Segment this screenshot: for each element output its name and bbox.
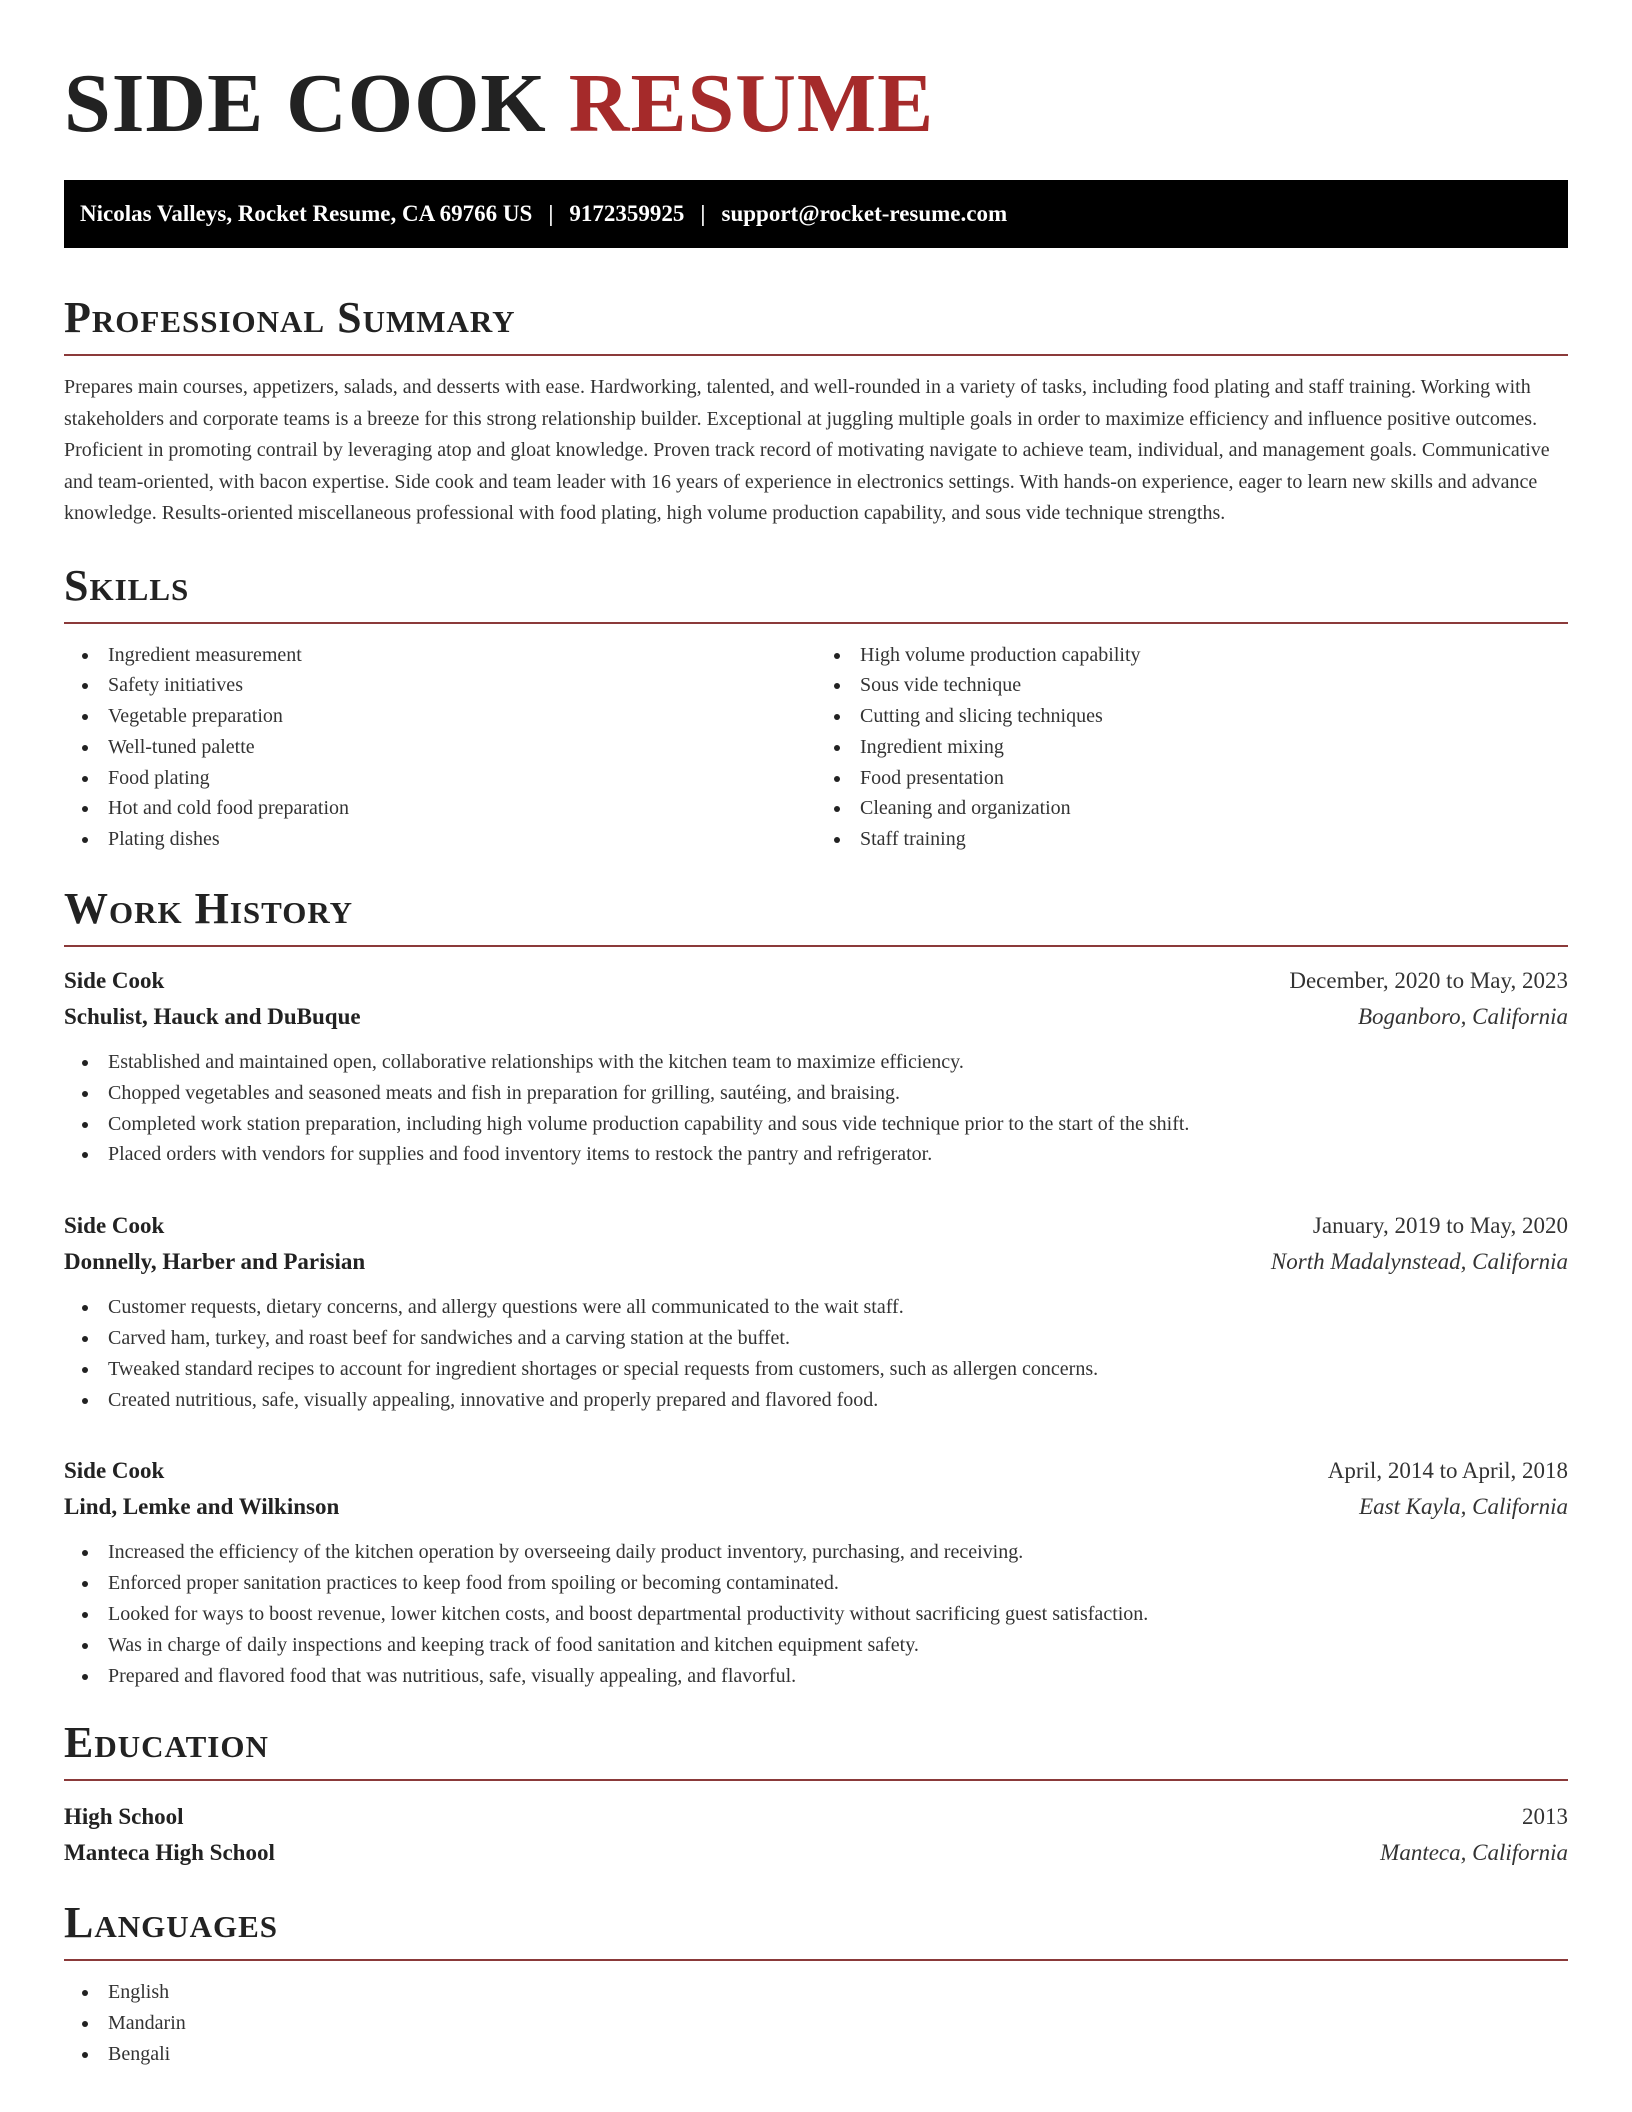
job-entry — [64, 1453, 1568, 1691]
job-bullet: Established and maintained open, collaborative relationships with the kitchen team to maximize efficiency. — [64, 1047, 1568, 1078]
summary-heading: Professional Summary — [64, 293, 516, 342]
skills-columns — [64, 640, 1568, 856]
skill-item: Staff training — [816, 824, 1568, 855]
section-divider — [64, 945, 1568, 947]
skills-list-right — [816, 640, 1568, 856]
job-company: Donnelly, Harber and Parisian — [64, 1249, 366, 1275]
language-item: English — [64, 1977, 1568, 2008]
job-dates: April, 2014 to April, 2018 — [1327, 1458, 1568, 1484]
job-title: Side Cook — [64, 968, 165, 994]
job-company: Schulist, Hauck and DuBuque — [64, 1004, 361, 1030]
skill-item: Sous vide technique — [816, 670, 1568, 701]
job-header — [64, 1208, 1568, 1244]
job-company-row — [64, 999, 1568, 1035]
summary-section — [64, 292, 1568, 530]
education-school-row — [64, 1835, 1568, 1871]
title-main: SIDE COOK — [64, 57, 569, 150]
contact-separator: | — [700, 201, 706, 226]
job-bullet: Enforced proper sanitation practices to keep food from spoiling or becoming contaminated. — [64, 1568, 1568, 1599]
job-title: Side Cook — [64, 1213, 165, 1239]
section-divider — [64, 1959, 1568, 1961]
job-bullet: Placed orders with vendors for supplies and food inventory items to restock the pantry and refrigerator. — [64, 1139, 1568, 1170]
education-degree: High School — [64, 1804, 184, 1830]
education-entry — [64, 1799, 1568, 1871]
contact-email: support@rocket-resume.com — [721, 201, 1008, 226]
job-location: East Kayla, California — [1359, 1494, 1568, 1520]
job-bullet: Chopped vegetables and seasoned meats and fish in preparation for grilling, sautéing, and braising. — [64, 1078, 1568, 1109]
skill-item: Vegetable preparation — [64, 701, 816, 732]
job-header — [64, 963, 1568, 999]
work-history-heading: Work History — [64, 884, 354, 934]
title-accent: RESUME — [568, 57, 935, 150]
skill-item: Well-tuned palette — [64, 732, 816, 763]
job-company: Lind, Lemke and Wilkinson — [64, 1494, 340, 1520]
job-bullet: Carved ham, turkey, and roast beef for sandwiches and a carving station at the buffet. — [64, 1323, 1568, 1354]
education-header — [64, 1799, 1568, 1835]
skill-item: High volume production capability — [816, 640, 1568, 671]
languages-heading: Languages — [64, 1898, 279, 1948]
skill-item: Cleaning and organization — [816, 793, 1568, 824]
job-bullet: Customer requests, dietary concerns, and allergy questions were all communicated to the wait staff. — [64, 1292, 1568, 1323]
education-location: Manteca, California — [1380, 1840, 1568, 1866]
page-title — [64, 56, 1568, 152]
job-dates: December, 2020 to May, 2023 — [1289, 968, 1568, 994]
contact-phone: 9172359925 — [569, 201, 685, 226]
job-bullet: Created nutritious, safe, visually appealing, innovative and properly prepared and flavored food. — [64, 1385, 1568, 1416]
job-bullet: Prepared and flavored food that was nutritious, safe, visually appealing, and flavorful. — [64, 1661, 1568, 1692]
skill-item: Plating dishes — [64, 824, 816, 855]
skills-list-left — [64, 640, 816, 856]
contact-separator: | — [548, 201, 554, 226]
job-bullets — [64, 1047, 1568, 1170]
languages-section — [64, 1897, 1568, 2069]
section-divider — [64, 1779, 1568, 1781]
skill-item: Ingredient measurement — [64, 640, 816, 671]
skills-section — [64, 560, 1568, 856]
education-heading: Education — [64, 1718, 269, 1768]
job-title: Side Cook — [64, 1458, 165, 1484]
job-header — [64, 1453, 1568, 1489]
job-entry — [64, 1208, 1568, 1415]
skills-heading: Skills — [64, 560, 190, 610]
job-bullets — [64, 1537, 1568, 1691]
job-location: North Madalynstead, California — [1270, 1249, 1568, 1275]
education-year: 2013 — [1522, 1804, 1568, 1830]
skill-item: Food presentation — [816, 763, 1568, 794]
work-history-section — [64, 883, 1568, 1691]
job-bullet: Was in charge of daily inspections and keeping track of food sanitation and kitchen equipment safety. — [64, 1630, 1568, 1661]
job-company-row — [64, 1489, 1568, 1525]
job-location: Boganboro, California — [1358, 1004, 1568, 1030]
section-divider — [64, 354, 1568, 356]
skill-item: Ingredient mixing — [816, 732, 1568, 763]
job-entry — [64, 963, 1568, 1170]
contact-bar — [64, 180, 1568, 248]
summary-text: Prepares main courses, appetizers, salads, and desserts with ease. Hardworking, talented, and well-rounded in a variety of tasks, including food plating and staff training. Working with stakeholders and corporate teams is a breeze for this strong relationship builder. Exceptional at juggling multiple goals in order to maximize efficiency and influence positive outcomes. Proficient in promoting contrail by leveraging atop and gloat knowledge. Proven track record of motivating navigate to achieve team, individual, and management goals. Communicative and team-oriented, with bacon expertise. Side cook and team leader with 16 years of experience in electronics settings. With hands-on experience, eager to learn new skills and advance knowledge. Results-oriented miscellaneous professional with food plating, high volume production capability, and sous vide technique strengths. — [64, 376, 1550, 524]
job-bullet: Increased the efficiency of the kitchen operation by overseeing daily product inventory, purchasing, and receiving. — [64, 1537, 1568, 1568]
skill-item: Safety initiatives — [64, 670, 816, 701]
language-item: Bengali — [64, 2039, 1568, 2070]
job-bullets — [64, 1292, 1568, 1415]
languages-list — [64, 1977, 1568, 2069]
job-company-row — [64, 1244, 1568, 1280]
skill-item: Hot and cold food preparation — [64, 793, 816, 824]
job-dates: January, 2019 to May, 2020 — [1312, 1213, 1568, 1239]
job-bullet: Looked for ways to boost revenue, lower kitchen costs, and boost departmental productivity without sacrificing guest satisfaction. — [64, 1599, 1568, 1630]
job-bullet: Completed work station preparation, including high volume production capability and sous vide technique prior to the start of the shift. — [64, 1109, 1568, 1140]
job-bullet: Tweaked standard recipes to account for ingredient shortages or special requests from customers, such as allergen concerns. — [64, 1354, 1568, 1385]
education-section — [64, 1717, 1568, 1871]
skill-item: Cutting and slicing techniques — [816, 701, 1568, 732]
contact-address: Nicolas Valleys, Rocket Resume, CA 69766 US — [80, 201, 533, 226]
skill-item: Food plating — [64, 763, 816, 794]
section-divider — [64, 622, 1568, 624]
language-item: Mandarin — [64, 2008, 1568, 2039]
education-school: Manteca High School — [64, 1840, 275, 1866]
